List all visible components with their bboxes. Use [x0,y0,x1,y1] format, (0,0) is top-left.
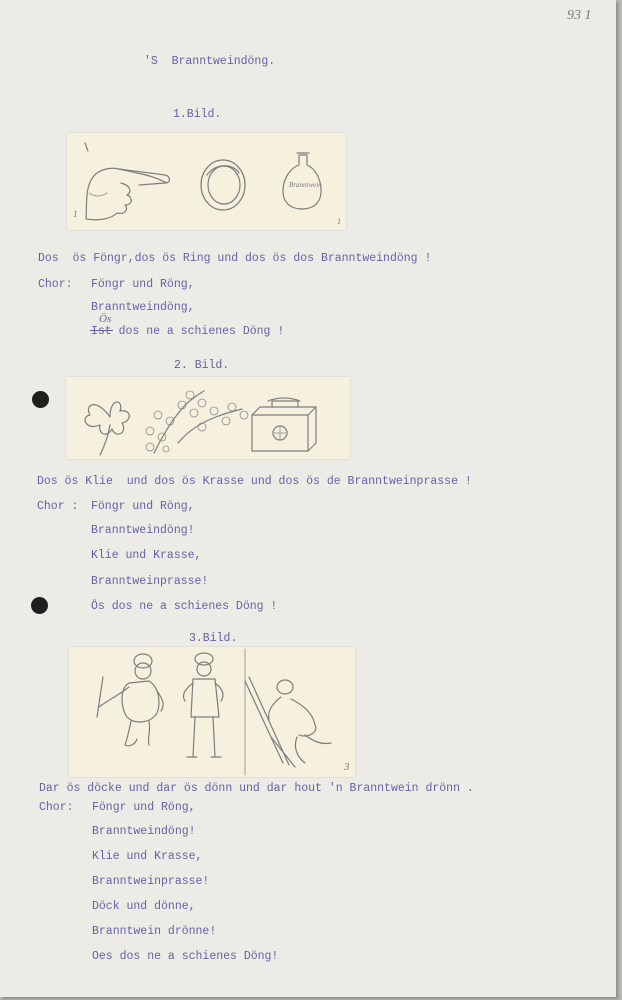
bild1-verse: Dos ös Föngr,dos ös Ring und dos ös dos Branntweindöng ! [38,252,432,265]
bild1-chor-line: Branntweindöng, [91,301,195,314]
finger-drawing [85,143,170,220]
bild1-mark-right: 1 [337,217,341,226]
handwritten-correction: Ös [99,313,112,325]
bild3-chor-line: Klie und Krasse, [92,850,203,863]
bild1-heading: 1.Bild. [173,108,222,121]
bild3-chor-line: Oes dos ne a schienes Döng! [92,950,279,963]
bild2-heading: 2. Bild. [174,359,230,372]
bild2-verse: Dos ös Klie und dos ös Krasse und dos ös de Branntweinprasse ! [37,475,472,488]
bild2-chor-line: Föngr und Röng, [91,500,195,513]
bild3-heading: 3.Bild. [189,632,238,645]
bild1-chor-line: Föngr und Röng, [91,278,195,291]
drunk-man-drawing [245,677,331,767]
bild3-chor-line: Föngr und Röng, [92,801,196,814]
line-rest: dos ne a schienes Döng ! [111,325,285,338]
archive-number: 93 1 [567,8,592,23]
bild3-mark: 3 [344,761,350,773]
fat-man-drawing [97,654,163,746]
bild3-picture [69,647,355,777]
bild3-verse: Dar ös döcke und dar ös dönn und dar hout 'n Branntwein drönn . [39,782,474,795]
bild2-chor-last-line: Ös dos ne a schienes Döng ! [91,600,278,613]
press-drawing [252,398,316,451]
bild1-chor-label: Chor: [38,278,73,291]
page-title: 'S Branntweindöng. [144,55,276,68]
bild2-chor-line: Branntweinprasse! [91,575,209,588]
bild3-chor-line: Branntweinprasse! [92,875,210,888]
bild1-picture [67,133,346,230]
struck-word: Ist [91,325,112,338]
bild1-mark-left: 1 [73,209,78,219]
punch-hole [32,391,49,408]
cress-drawing [146,391,248,453]
clover-drawing [85,402,129,455]
bild2-chor-line: Klie und Krasse, [91,549,202,562]
bild2-picture [66,377,350,459]
bild3-chor-label: Chor: [39,801,74,814]
bild3-drawing [69,647,355,777]
bild2-chor-label: Chor : [37,500,79,513]
bild2-chor-line: Branntweindöng! [91,524,195,537]
bottle-label: Branntwein [289,181,322,189]
bild3-chor-line: Branntweindöng! [92,825,196,838]
bild3-chor-line: Döck und dönne, [92,900,196,913]
bild1-chor-last-line [91,326,284,338]
thin-man-drawing [183,653,223,757]
punch-hole [31,597,48,614]
bild3-chor-line: Branntwein drönne! [92,925,217,938]
bild2-drawing [66,377,350,459]
ring-drawing [201,160,245,210]
